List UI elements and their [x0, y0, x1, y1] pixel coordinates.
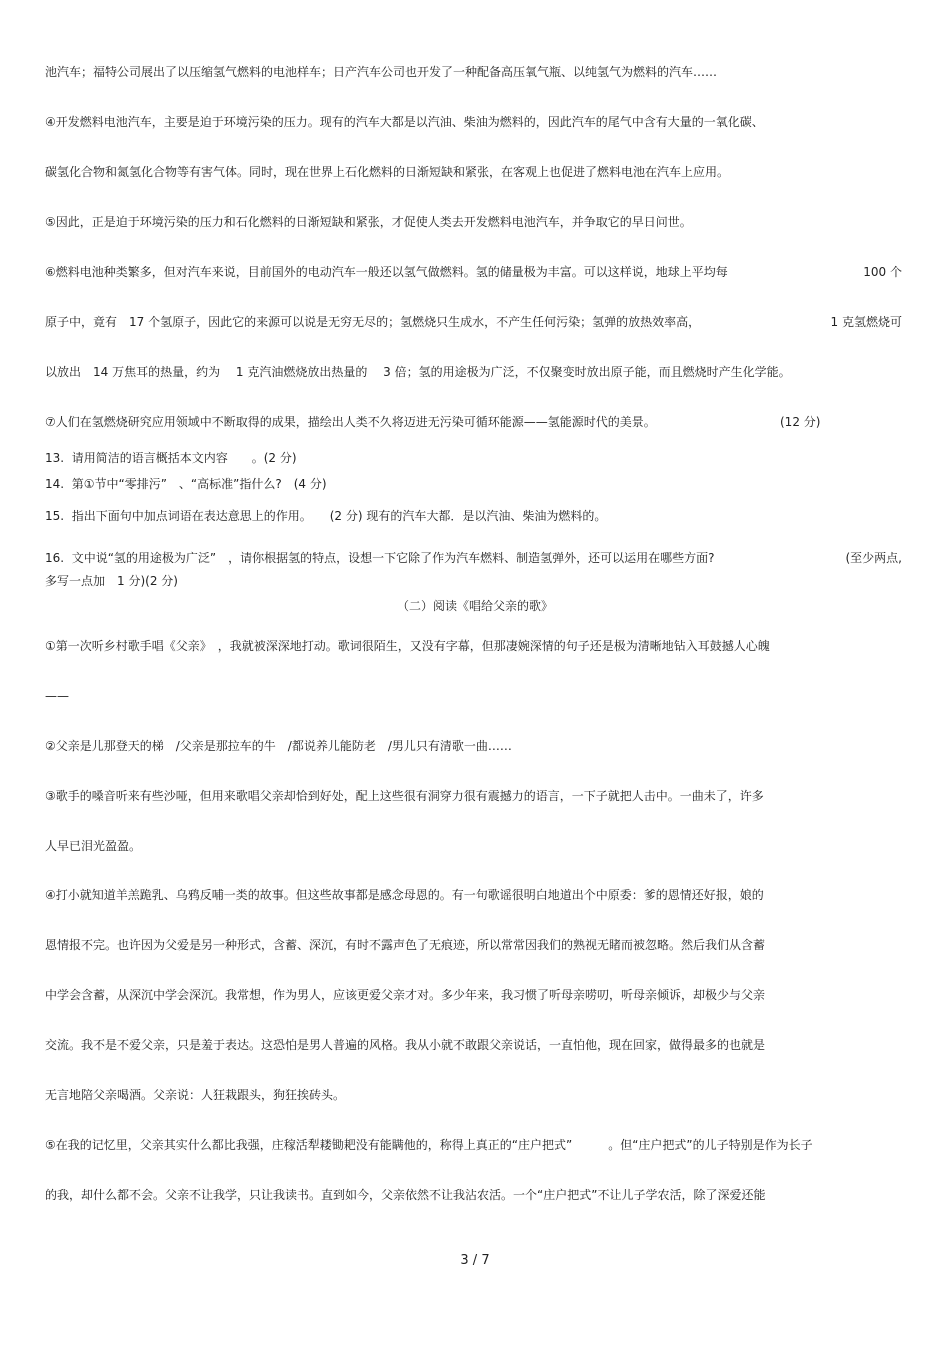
question-15: 15. 指出下面句中加点词语在表达意思上的作用。 (2 分) 现有的汽车大都．是以汽油、柴油为燃料的。: [45, 509, 607, 523]
paragraph-line: 无言地陪父亲喝酒。父亲说：人狂栽跟头，狗狂挨砖头。: [45, 1088, 346, 1102]
paragraph-line: 交流。我不是不爱父亲，只是羞于表达。这恐怕是男人普遍的风格。我从小就不敢跟父亲说话，一直怕他，现在回家，做得最多的也就是: [45, 1038, 766, 1052]
paragraph-line-right: 100 个: [863, 265, 902, 279]
paragraph-line: ①第一次听乡村歌手唱《父亲》 ，我就被深深地打动。歌词很陌生，又没有字幕，但那凄婉深情的句子还是极为清晰地钻入耳鼓撼人心魄: [45, 639, 770, 653]
question-14: 14. 第①节中“零排污” 、“高标准”指什么? (4 分): [45, 477, 327, 491]
paragraph-line: ⑥燃料电池种类繁多，但对汽车来说，目前国外的电动汽车一般还以氢气做燃料。氢的储量极为丰富。可以这样说，地球上平均每: [45, 265, 728, 279]
poem-line: ②父亲是儿那登天的梯 /父亲是那拉车的牛 /都说养儿能防老 /男儿只有清歌一曲……: [45, 739, 512, 753]
paragraph-line-right: 1 克氢燃烧可: [830, 315, 902, 329]
paragraph-line: ⑦人们在氢燃烧研究应用领域中不断取得的成果，描绘出人类不久将迈进无污染可循环能源——氢能源时代的美景。: [45, 415, 656, 429]
paragraph-line: 中学会含蓄，从深沉中学会深沉。我常想，作为男人，应该更爱父亲才对。多少年来，我习惯了听母亲唠叨，听母亲倾诉，却极少与父亲: [45, 988, 766, 1002]
paragraph-line: ④开发燃料电池汽车，主要是迫于环境污染的压力。现有的汽车大都是以汽油、柴油为燃料的，因此汽车的尾气中含有大量的一氧化碳、: [45, 115, 764, 129]
paragraph-line: 恩情报不完。也许因为父爱是另一种形式，含蓄、深沉，有时不露声色了无痕迹，所以常常因我们的熟视无睹而被忽略。然后我们从含蓄: [45, 938, 766, 952]
paragraph-line: ⑤在我的记忆里，父亲其实什么都比我强，庄稼活犁耧锄耙没有能瞒他的，称得上真正的“庄户把式” 。但“庄户把式”的儿子特别是作为长子: [45, 1138, 813, 1152]
page-number: 3 / 7: [460, 1253, 490, 1268]
paragraph-line: 以放出 14 万焦耳的热量，约为 1 克汽油燃烧放出热量的 3 倍；氢的用途极为广泛，不仅聚变时放出原子能，而且燃烧时产生化学能。: [45, 365, 791, 379]
paragraph-line: 人早已泪光盈盈。: [45, 839, 142, 853]
question-13: 13. 请用简洁的语言概括本文内容 。(2 分): [45, 451, 297, 465]
question-16-cont: 多写一点加 1 分)(2 分): [45, 574, 178, 588]
paragraph-line: ③歌手的嗓音听来有些沙哑，但用来歌唱父亲却恰到好处，配上这些很有洞穿力很有震撼力的语言，一下子就把人击中。一曲未了，许多: [45, 789, 764, 803]
question-16-right: (至少两点,: [845, 551, 902, 565]
score-label: (12 分): [780, 415, 821, 429]
paragraph-line: 碳氢化合物和氮氢化合物等有害气体。同时，现在世界上石化燃料的日渐短缺和紧张，在客观上也促进了燃料电池在汽车上应用。: [45, 165, 730, 179]
paragraph-line: 池汽车；福特公司展出了以压缩氢气燃料的电池样车；日产汽车公司也开发了一种配备高压氧气瓶、以纯氢气为燃料的汽车……: [45, 65, 718, 79]
paragraph-line: 原子中，竟有 17 个氢原子，因此它的来源可以说是无穷无尽的；氢燃烧只生成水，不产生任何污染；氢弹的放热效率高，: [45, 315, 701, 329]
paragraph-line: ④打小就知道羊羔跪乳、乌鸦反哺一类的故事。但这些故事都是感念母恩的。有一句歌谣很明白地道出个中原委：爹的恩情还好报，娘的: [45, 888, 764, 902]
paragraph-line: ——: [45, 689, 69, 703]
question-16: 16. 文中说“氢的用途极为广泛” ，请你根据氢的特点，设想一下它除了作为汽车燃料、制造氢弹外，还可以运用在哪些方面?: [45, 551, 715, 565]
paragraph-line: 的我，却什么都不会。父亲不让我学，只让我读书。直到如今，父亲依然不让我沾农活。一个“庄户把式”不让儿子学农活，除了深爱还能: [45, 1188, 766, 1202]
section-title: （二）阅读《唱给父亲的歌》: [396, 599, 553, 613]
paragraph-line: ⑤因此，正是迫于环境污染的压力和石化燃料的日渐短缺和紧张，才促使人类去开发燃料电池汽车，并争取它的早日问世。: [45, 215, 692, 229]
